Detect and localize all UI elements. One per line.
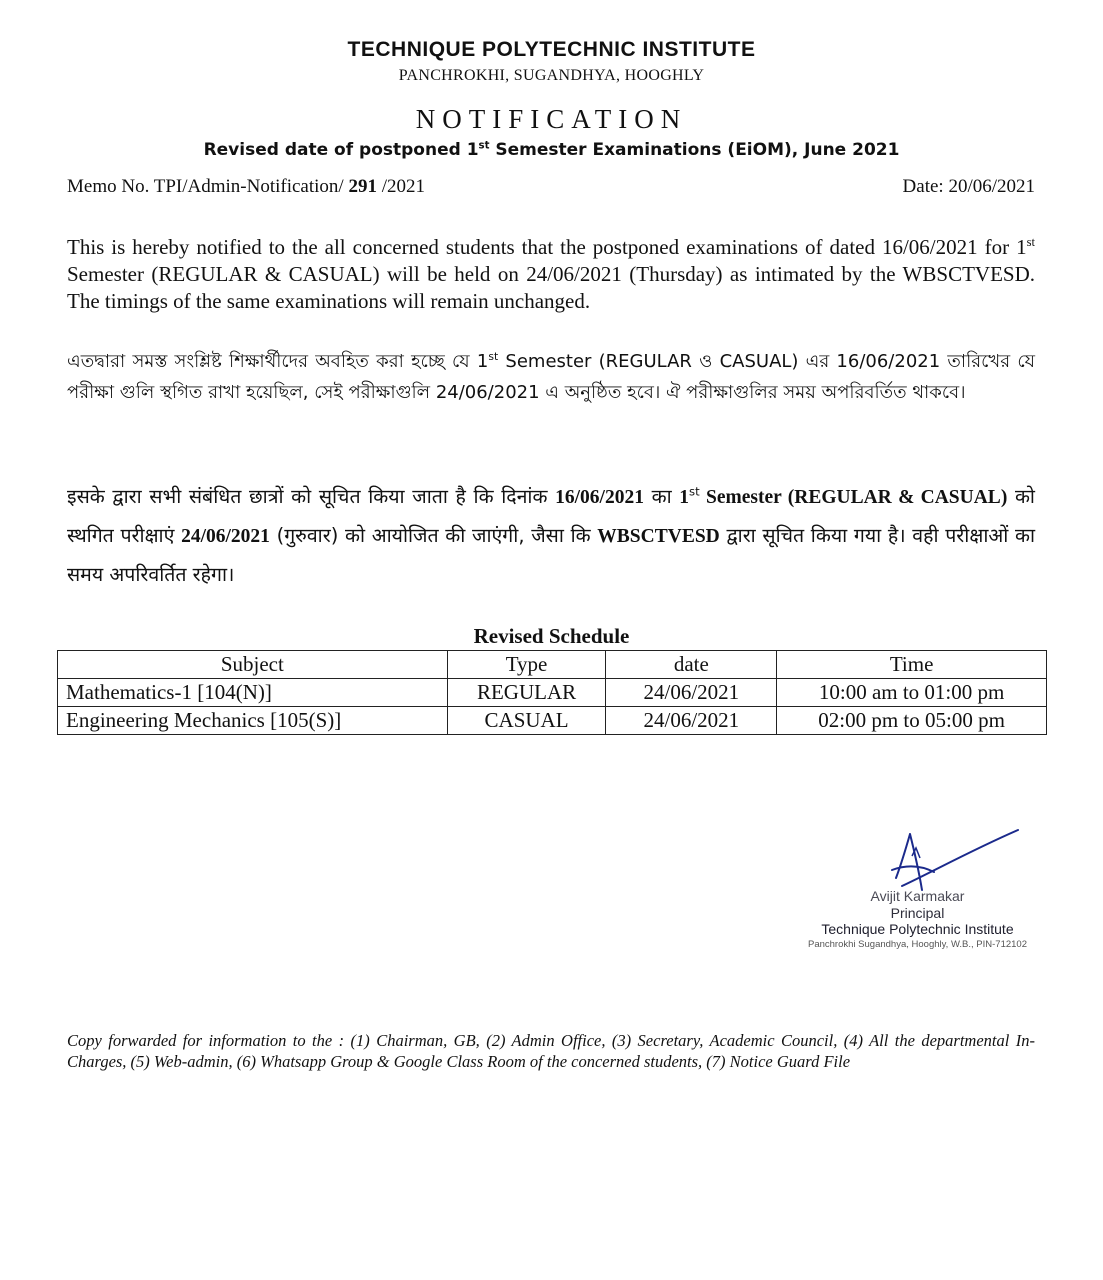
hindi-part4: (गुरुवार) को आयोजित की जाएंगी, जैसा कि <box>269 524 598 547</box>
hindi-date1: 16/06/2021 <box>555 487 644 508</box>
hindi-part3: को स्थगित परीक्षाएं <box>67 485 1035 547</box>
hindi-part5: द्वारा सूचित किया गया है। वही परीक्षाओं का समय अपरिवर्तित रहेगा। <box>67 524 1035 586</box>
memo-suffix: /2021 <box>376 176 425 197</box>
signatory-designation: Principal <box>890 905 945 921</box>
english-sup: st <box>1026 235 1035 249</box>
hindi-sem: 1 <box>679 487 690 508</box>
table-row <box>58 707 1047 735</box>
subtitle-part2: Semester Examinations (EiOM), June 2021 <box>489 140 900 160</box>
cell-subject: Engineering Mechanics [105(S)] <box>58 707 448 735</box>
hindi-date2: 24/06/2021 <box>181 526 270 547</box>
subtitle-sup: st <box>478 140 490 152</box>
bengali-paragraph <box>67 346 1035 408</box>
cell-time: 10:00 am to 01:00 pm <box>777 679 1047 707</box>
hindi-part2: का <box>643 485 680 508</box>
signatory-name: Avijit Karmakar <box>870 888 965 904</box>
memo-date: Date: 20/06/2021 <box>902 176 1035 197</box>
notification-title: NOTIFICATION <box>415 104 688 134</box>
header-type: Type <box>447 651 606 679</box>
english-part2: Semester (REGULAR & CASUAL) will be held on 24/06/2021 (Thursday) as intimated by the WBSCTVESD. The timings of the same examinations will remain unchanged. <box>67 262 1035 313</box>
cell-type: REGULAR <box>447 679 606 707</box>
cell-type: CASUAL <box>447 707 606 735</box>
cell-time: 02:00 pm to 05:00 pm <box>777 707 1047 735</box>
institute-name: TECHNIQUE POLYTECHNIC INSTITUTE <box>347 38 756 61</box>
schedule-table <box>57 650 1047 735</box>
institute-address: PANCHROKHI, SUGANDHYA, HOOGHLY <box>398 67 705 84</box>
table-row <box>58 679 1047 707</box>
memo-prefix: Memo No. TPI/Admin-Notification/ <box>67 176 349 197</box>
hindi-sup: st <box>689 484 700 499</box>
memo-row <box>67 176 1035 198</box>
bengali-part1: এতদ্বারা সমস্ত সংশ্লিষ্ট শিক্ষার্থীদের অবহিত করা হচ্ছে যে 1 <box>67 351 489 372</box>
notification-subtitle <box>0 140 1103 160</box>
schedule-title: Revised Schedule <box>473 624 630 648</box>
bengali-sup: st <box>488 350 499 363</box>
cell-subject: Mathematics-1 [104(N)] <box>58 679 448 707</box>
memo-serial: 291 <box>348 176 377 197</box>
hindi-org: WBSCTVESD <box>597 526 720 547</box>
signatory-institute: Technique Polytechnic Institute <box>821 921 1014 937</box>
hindi-part1: इसके द्वारा सभी संबंधित छात्रों को सूचित किया जाता है कि दिनांक <box>67 485 556 508</box>
header-subject: Subject <box>58 651 448 679</box>
copy-forwarded-note: Copy forwarded for information to the : (1) Chairman, GB, (2) Admin Office, (3) Secretary, Academic Council, (4) All the departmental In-Charges, (5) Web-admin, (6) Whatsapp Group & Google Class Room of the concerned students, (7) Notice Guard File <box>67 1031 1035 1071</box>
english-paragraph <box>67 234 1035 315</box>
hindi-sem2: Semester (REGULAR & CASUAL) <box>699 487 1008 508</box>
hindi-paragraph <box>67 478 1035 594</box>
cell-date: 24/06/2021 <box>606 707 777 735</box>
memo-number <box>67 176 425 198</box>
english-part1: This is hereby notified to the all concerned students that the postponed examinations of dated 16/06/2021 for 1 <box>67 235 1027 259</box>
principal-signature <box>882 826 1022 896</box>
subtitle-part1: Revised date of postponed 1 <box>203 140 479 160</box>
cell-date: 24/06/2021 <box>606 679 777 707</box>
header-time: Time <box>777 651 1047 679</box>
schedule-header-row <box>58 651 1047 679</box>
signatory-address: Panchrokhi Sugandhya, Hooghly, W.B., PIN-712102 <box>808 939 1027 950</box>
signature-block <box>790 888 1045 951</box>
header-date: date <box>606 651 777 679</box>
bengali-part2: Semester (REGULAR ও CASUAL) এর 16/06/2021 তারিখের যে পরীক্ষা গুলি স্থগিত রাখা হয়েছিল, সেই পরীক্ষাগুলি 24/06/2021 এ অনুষ্ঠিত হবে। ঐ পরীক্ষাগুলির সময় অপরিবর্তিত থাকবে। <box>67 351 1035 403</box>
